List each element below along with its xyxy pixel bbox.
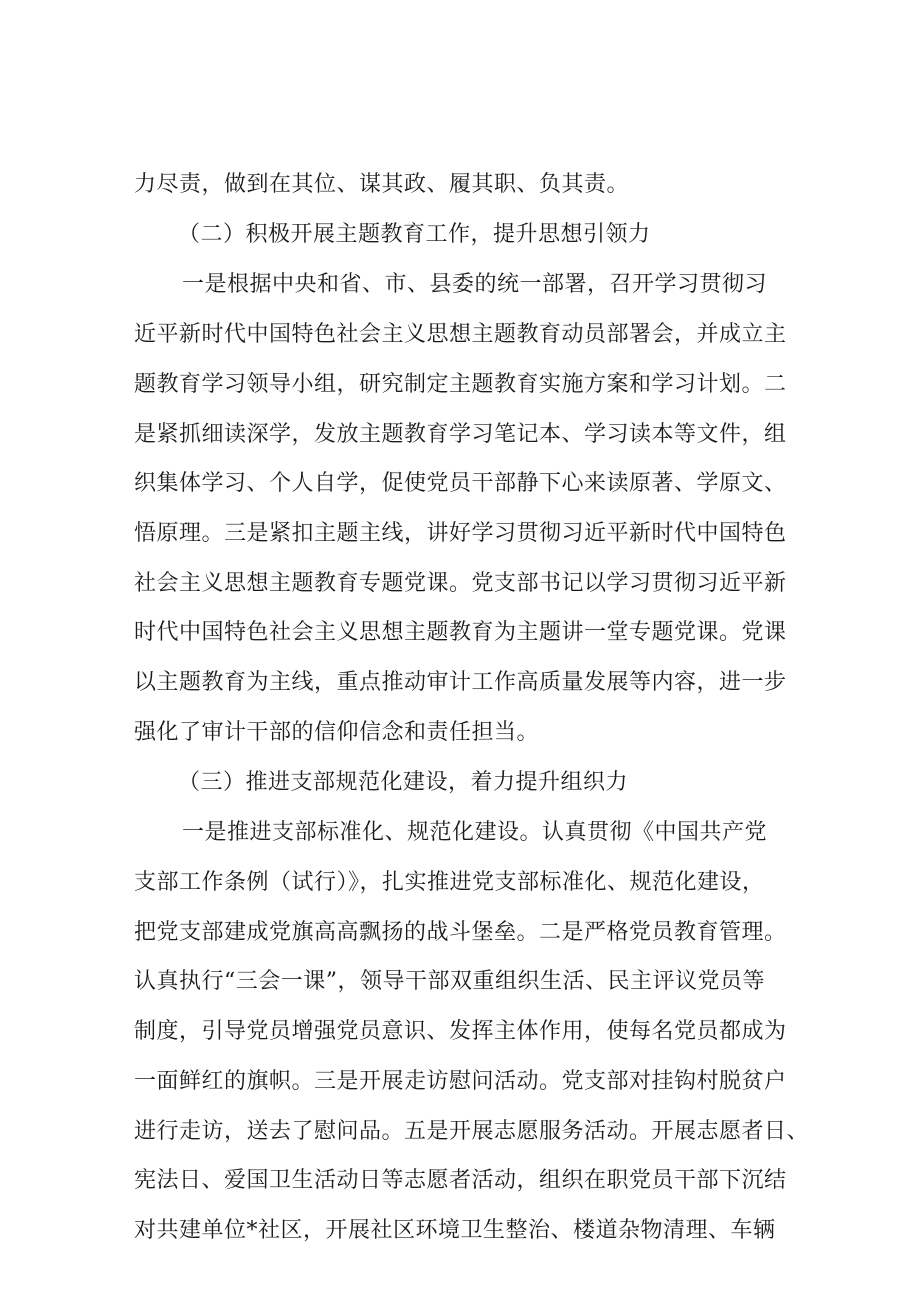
body-text-line: 进行走访，送去了慰问品。五是开展志愿服务活动。开展志愿者日、 — [134, 1119, 810, 1144]
body-text-line: 时代中国特色社会主义思想主题教育为主题讲一堂专题党课。党课 — [134, 620, 787, 645]
body-text-line: 把党支部建成党旗高高飘扬的战斗堡垒。二是严格党员教育管理。 — [134, 920, 787, 945]
section-heading-3: （三）推进支部规范化建设，着力提升组织力 — [178, 770, 629, 795]
body-text-line: 力尽责，做到在其位、谋其政、履其职、负其责。 — [134, 172, 630, 197]
body-text-line: 制度，引导党员增强党员意识、发挥主体作用，使每名党员都成为 — [134, 1019, 787, 1044]
body-text-line: 以主题教育为主线，重点推动审计工作高质量发展等内容，进一步 — [134, 670, 787, 695]
paragraph-first-line: 一是推进支部标准化、规范化建设。认真贯彻《中国共产党 — [182, 820, 768, 845]
body-text-line: 支部工作条例（试行）》，扎实推进党支部标准化、规范化建设， — [134, 870, 765, 895]
body-text-line: 是紧抓细读深学，发放主题教育学习笔记本、学习读本等文件，组 — [134, 422, 787, 447]
body-text-line: 社会主义思想主题教育专题党课。党支部书记以学习贯彻习近平新 — [134, 571, 787, 596]
body-text-line: 对共建单位*社区，开展社区环境卫生整治、楼道杂物清理、车辆 — [134, 1218, 776, 1243]
paragraph-first-line: 一是根据中央和省、市、县委的统一部署，召开学习贯彻习 — [182, 272, 768, 297]
body-text-line: 织集体学习、个人自学，促使党员干部静下心来读原著、学原文、 — [134, 471, 787, 496]
body-text-line: 题教育学习领导小组，研究制定主题教育实施方案和学习计划。二 — [134, 372, 787, 397]
body-text-line: 强化了审计干部的信仰信念和责任担当。 — [134, 720, 540, 745]
body-text-line: 认真执行“三会一课”，领导干部双重组织生活、民主评议党员等 — [134, 969, 765, 994]
body-text-line: 宪法日、爱国卫生活动日等志愿者活动，组织在职党员干部下沉结 — [134, 1168, 787, 1193]
body-text-line: 近平新时代中国特色社会主义思想主题教育动员部署会，并成立主 — [134, 322, 787, 347]
section-heading-2: （二）积极开展主题教育工作，提升思想引领力 — [178, 222, 651, 247]
body-text-line: 一面鲜红的旗帜。三是开展走访慰问活动。党支部对挂钩村脱贫户 — [134, 1069, 787, 1094]
body-text-line: 悟原理。三是紧扣主题主线，讲好学习贯彻习近平新时代中国特色 — [134, 521, 787, 546]
